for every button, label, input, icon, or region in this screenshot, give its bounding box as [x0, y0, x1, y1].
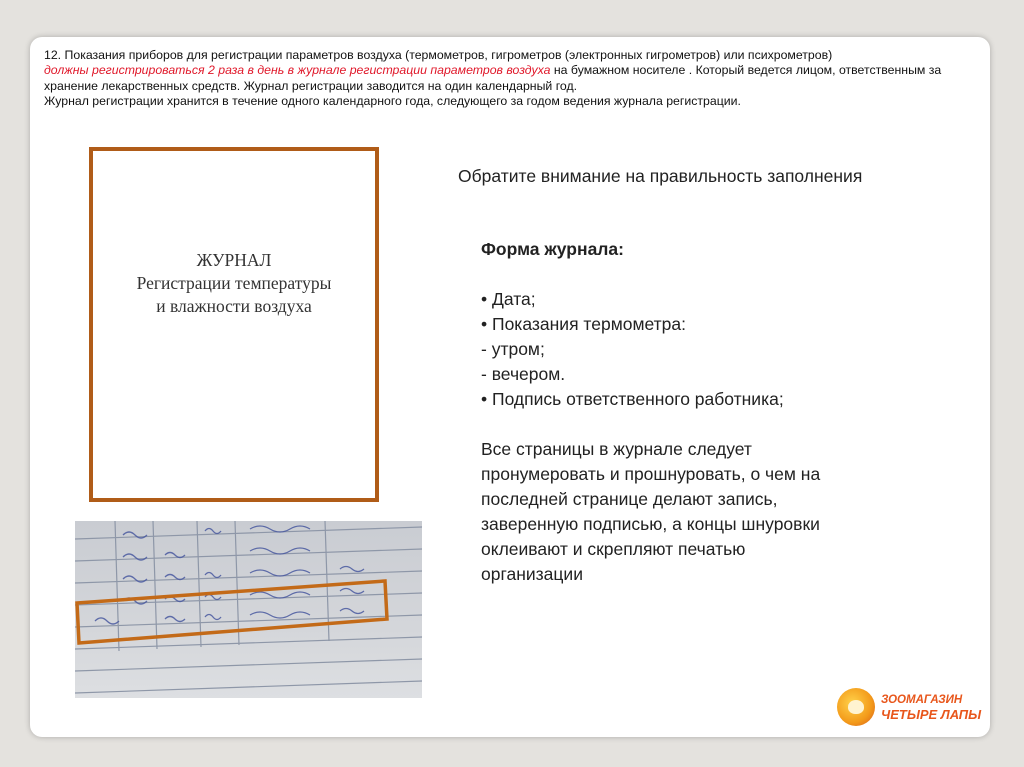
intro-line-2-rest: на бумажном носителе . Который ведется лицом, ответственным за — [550, 63, 942, 78]
attention-heading: Обратите внимание на правильность заполнения — [458, 166, 863, 186]
logo-line-2: ЧЕТЫРЕ ЛАПЫ — [881, 707, 982, 722]
form-item-signature: • Подпись ответственного работника; — [481, 389, 784, 409]
paw-logo-icon — [837, 688, 875, 726]
form-note — [481, 437, 941, 587]
intro-line-4: Журнал регистрации хранится в течение одного календарного года, следующего за годом ведения журнала регистрации. — [44, 93, 741, 108]
note-line-1: Все страницы в журнале следует — [481, 439, 752, 459]
cover-line-3: и влажности воздуха — [156, 296, 312, 316]
intro-line-1: 12. Показания приборов для регистрации параметров воздуха (термометров, гигрометров (электронных гигрометров) или психрометров) — [44, 48, 833, 62]
store-logo — [837, 688, 987, 728]
journal-cover-title — [93, 249, 375, 318]
form-title: Форма журнала: — [481, 239, 624, 259]
logo-line-1: ЗООМАГАЗИН — [881, 694, 963, 706]
cover-line-2: Регистрации температуры — [136, 273, 332, 293]
journal-page-photo — [75, 521, 422, 698]
cover-line-1: ЖУРНАЛ — [196, 250, 272, 270]
intro-text — [44, 48, 984, 109]
note-line-6: организации — [481, 564, 583, 584]
form-item-evening: - вечером. — [481, 364, 566, 384]
journal-form-description — [481, 237, 941, 587]
note-line-5: оклеивают и скрепляют печатью — [481, 539, 746, 559]
intro-line-3: хранение лекарственных средств. Журнал регистрации заводится на один календарный год. — [44, 78, 578, 93]
journal-cover — [89, 147, 379, 502]
intro-highlight: должны регистрироваться 2 раза в день в журнале регистрации параметров воздуха — [44, 63, 551, 78]
form-item-date: • Дата; — [481, 289, 536, 309]
handwritten-journal-image — [75, 521, 422, 698]
form-item-thermometer: • Показания термометра: — [481, 314, 686, 334]
note-line-2: пронумеровать и прошнуровать, о чем на — [481, 464, 821, 484]
note-line-3: последней странице делают запись, — [481, 489, 778, 509]
note-line-4: заверенную подписью, а концы шнуровки — [481, 514, 820, 534]
form-item-morning: - утром; — [481, 339, 545, 359]
intro-line-2 — [44, 63, 984, 78]
